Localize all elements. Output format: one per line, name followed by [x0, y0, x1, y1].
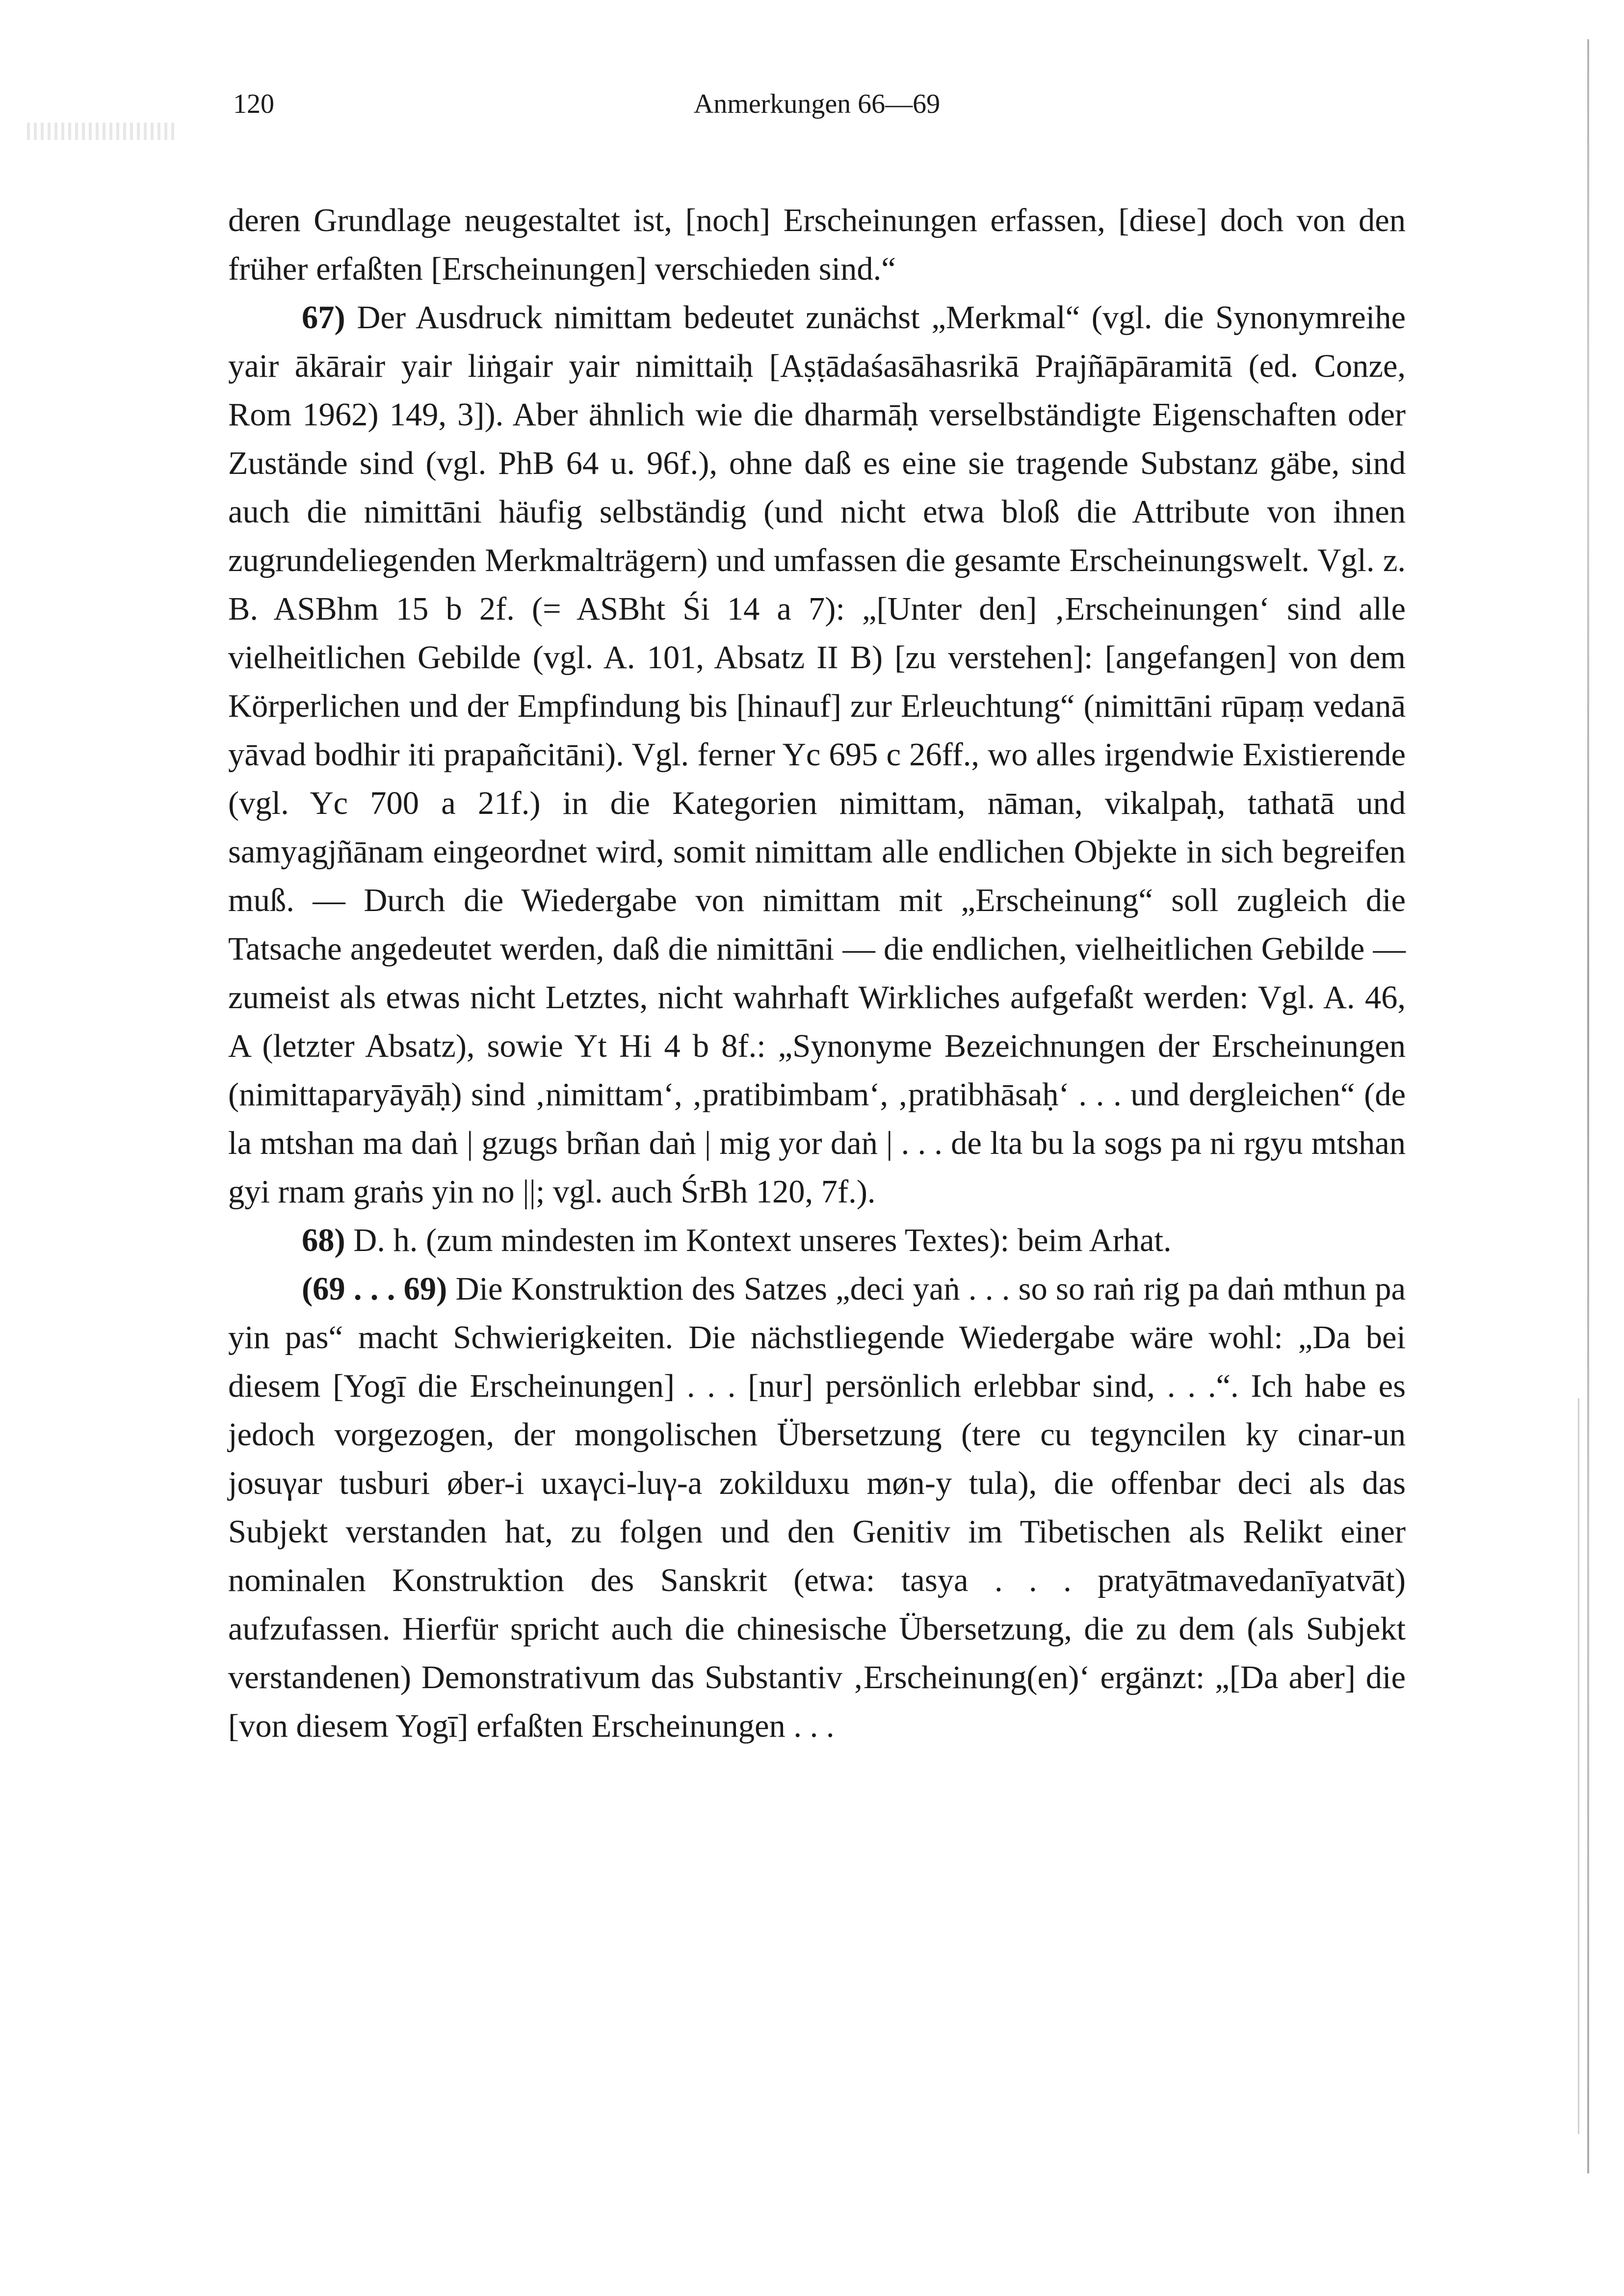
running-title: Anmerkungen 66—69 [693, 89, 941, 119]
scan-edge-line-secondary [1578, 1398, 1579, 2134]
note-number: 67) [302, 300, 345, 336]
note-paragraph [228, 1265, 1406, 1750]
note-number: 68) [302, 1223, 345, 1258]
notes-body [228, 196, 1406, 1750]
running-head [228, 88, 1406, 132]
note-number: (69 . . . 69) [302, 1271, 447, 1307]
scan-artifact [27, 123, 174, 140]
note-text: Die Konstruktion des Satzes „deci yaṅ . . . so so raṅ rig pa daṅ mthun pa yin pas“ macht Schwierigkeiten. Die nächstliegende Wiedergabe wäre wohl: „Da bei diesem [Yogī die Erscheinungen] . . . [nur] persönlich erlebbar sind, . . .“. Ich habe es jedoch vorgezogen, der mongolischen Übersetzung (tere cu tegyncilen ky cinar-un josuγar tusburi øber-i uxaγci-luγ-a zokilduxu møn-y tula), die offenbar deci als das Subjekt verstanden hat, zu folgen und den Genitiv im Tibetischen als Relikt einer nominalen Konstruktion des Sanskrit (etwa: tasya . . . pratyātmavedanīyatvāt) aufzufassen. Hierfür spricht auch die chinesische Übersetzung, die zu dem (als Subjekt verstandenen) Demonstrativum das Substantiv ‚Erscheinung(en)‘ ergänzt: „[Da aber] die [von diesem Yogī] erfaßten Erscheinungen . . . [228, 1271, 1406, 1744]
scan-edge-line [1587, 39, 1589, 2173]
note-text: D. h. (zum mindesten im Kontext unseres Textes): beim Arhat. [353, 1223, 1172, 1258]
note-text: deren Grundlage neugestaltet ist, [noch] Erscheinungen erfassen, [diese] doch von den früher erfaßten [Erscheinungen] verschieden sind.“ [228, 203, 1406, 287]
note-text: Der Ausdruck nimittam bedeutet zunächst „Merkmal“ (vgl. die Synonymreihe yair ākārair yair liṅgair yair nimittaiḥ [Aṣṭādaśasāhasrikā Prajñāpāramitā (ed. Conze, Rom 1962) 149, 3]). Aber ähnlich wie die dharmāḥ verselbständigte Eigenschaften oder Zustände sind (vgl. PhB 64 u. 96f.), ohne daß es eine sie tragende Substanz gäbe, sind auch die nimittāni häufig selbständig (und nicht etwa bloß die Attribute von ihnen zugrundeliegenden Merkmalträgern) und umfassen die gesamte Erscheinungswelt. Vgl. z. B. ASBhm 15 b 2f. (= ASBht Śi 14 a 7): „[Unter den] ‚Erscheinungen‘ sind alle vielheitlichen Gebilde (vgl. A. 101, Absatz II B) [zu verstehen]: [angefangen] von dem Körperlichen und der Empfindung bis [hinauf] zur Erleuchtung“ (nimittāni rūpaṃ vedanā yāvad bodhir iti prapañcitāni). Vgl. ferner Yc 695 c 26ff., wo alles irgendwie Existierende (vgl. Yc 700 a 21f.) in die Kategorien nimittam, nāman, vikalpaḥ, tathatā und samyagjñānam eingeordnet wird, somit nimittam alle endlichen Objekte in sich begreifen muß. — Durch die Wiedergabe von nimittam mit „Erscheinung“ soll zugleich die Tatsache angedeutet werden, daß die nimittāni — die endlichen, vielheitlichen Gebilde — zumeist als etwas nicht Letztes, nicht wahrhaft Wirkliches aufgefaßt werden: Vgl. A. 46, A (letzter Absatz), sowie Yt Hi 4 b 8f.: „Synonyme Bezeichnungen der Erscheinungen (nimittaparyāyāḥ) sind ‚nimittam‘, ‚pratibimbam‘, ‚pratibhāsaḥ‘ . . . und dergleichen“ (de la mtshan ma daṅ | gzugs brñan daṅ | mig yor daṅ | . . . de lta bu la sogs pa ni rgyu mtshan gyi rnam graṅs yin no ||; vgl. auch ŚrBh 120, 7f.). [228, 300, 1406, 1210]
note-paragraph [228, 1216, 1406, 1265]
page-number: 120 [233, 89, 274, 119]
page [228, 88, 1406, 1750]
continued-paragraph [228, 196, 1406, 293]
note-paragraph [228, 293, 1406, 1216]
